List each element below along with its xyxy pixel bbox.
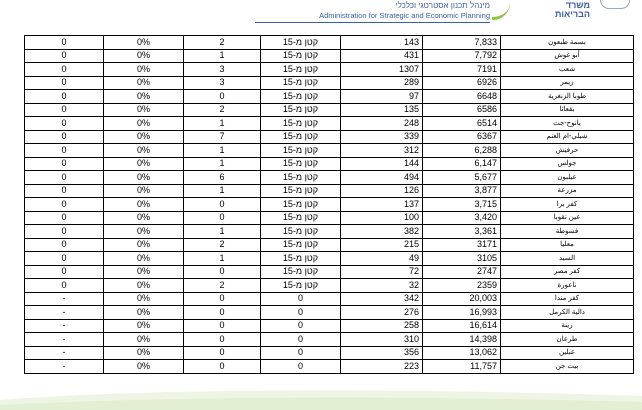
table-cell: 0% xyxy=(104,333,184,347)
table-cell: 0 xyxy=(25,103,104,117)
table-cell: 13,062 xyxy=(423,346,501,360)
table-cell: 7,833 xyxy=(423,36,501,50)
table-row xyxy=(25,306,634,320)
table-cell: 0 xyxy=(25,265,104,279)
table-cell: 431 xyxy=(341,49,423,63)
table-cell: 339 xyxy=(341,130,423,144)
table-cell: 0% xyxy=(104,130,184,144)
table-cell: 20,003 xyxy=(423,292,501,306)
table-cell: 0% xyxy=(104,198,184,212)
table-cell: 494 xyxy=(341,171,423,185)
table-cell: 1 xyxy=(184,157,261,171)
localities-table xyxy=(24,35,634,374)
table-cell: كفر مصر xyxy=(501,265,634,279)
table-cell: 1 xyxy=(184,117,261,131)
table-cell: 3105 xyxy=(423,252,501,266)
table-cell: 0% xyxy=(104,252,184,266)
table-cell: קטן מ-15 xyxy=(261,63,341,77)
table-cell: 0 xyxy=(25,211,104,225)
table-cell: 6514 xyxy=(423,117,501,131)
table-row xyxy=(25,36,634,50)
table-cell: 312 xyxy=(341,144,423,158)
table-cell: 0% xyxy=(104,319,184,333)
table-cell: 0 xyxy=(184,306,261,320)
table-cell: 0 xyxy=(25,198,104,212)
table-cell: 0 xyxy=(25,171,104,185)
table-cell: 6926 xyxy=(423,76,501,90)
table-row xyxy=(25,360,634,374)
table-cell: 2747 xyxy=(423,265,501,279)
table-cell: زيمر xyxy=(501,76,634,90)
table-cell: 0% xyxy=(104,211,184,225)
table-cell: عبلين xyxy=(501,346,634,360)
table-cell: קטן מ-15 xyxy=(261,211,341,225)
table-row xyxy=(25,117,634,131)
table-cell: 0 xyxy=(261,346,341,360)
table-cell: 3,877 xyxy=(423,184,501,198)
table-cell: קטן מ-15 xyxy=(261,90,341,104)
department-english: Administration for Strategic and Economic Planning xyxy=(319,11,490,20)
table-row xyxy=(25,252,634,266)
table-cell: 6586 xyxy=(423,103,501,117)
ministry-logo xyxy=(490,1,590,23)
table-cell: بيت جن xyxy=(501,360,634,374)
table-cell: קטן מ-15 xyxy=(261,144,341,158)
table-cell: معليا xyxy=(501,238,634,252)
table-cell: קטן מ-15 xyxy=(261,225,341,239)
table-cell: 7,792 xyxy=(423,49,501,63)
table-cell: 0 xyxy=(184,360,261,374)
table-cell: 3,420 xyxy=(423,211,501,225)
table-cell: 0 xyxy=(184,90,261,104)
table-cell: 3,715 xyxy=(423,198,501,212)
table-cell: - xyxy=(25,292,104,306)
table-cell: 0 xyxy=(25,238,104,252)
department-hebrew: מינהל תכנון אסטרטגי וכלכלי xyxy=(395,1,490,10)
table-cell: 1 xyxy=(184,49,261,63)
table-cell: 0 xyxy=(25,63,104,77)
table-row xyxy=(25,49,634,63)
table-cell: קטן מ-15 xyxy=(261,171,341,185)
table-cell: عين نقوبا xyxy=(501,211,634,225)
table-row xyxy=(25,90,634,104)
table-cell: 382 xyxy=(341,225,423,239)
table-cell: 3 xyxy=(184,76,261,90)
table-cell: 0 xyxy=(25,279,104,293)
table-cell: 0% xyxy=(104,36,184,50)
table-cell: عيلبون xyxy=(501,171,634,185)
table-cell: קטן מ-15 xyxy=(261,36,341,50)
table-cell: קטן מ-15 xyxy=(261,76,341,90)
table-cell: 0 xyxy=(25,157,104,171)
table-cell: 0% xyxy=(104,171,184,185)
table-cell: 215 xyxy=(341,238,423,252)
table-cell: 2 xyxy=(184,103,261,117)
table-cell: 342 xyxy=(341,292,423,306)
table-cell: طرعان xyxy=(501,333,634,347)
logo-swoosh-icon xyxy=(492,3,510,20)
table-cell: 6648 xyxy=(423,90,501,104)
table-cell: 0 xyxy=(25,130,104,144)
header-divider xyxy=(255,22,490,23)
table-cell: 3 xyxy=(184,63,261,77)
table-cell: 0 xyxy=(184,319,261,333)
ministry-name-line1: משרד xyxy=(565,0,590,10)
table-cell: קטן מ-15 xyxy=(261,238,341,252)
table-row xyxy=(25,319,634,333)
table-cell: 0 xyxy=(25,225,104,239)
table-cell: 0 xyxy=(184,265,261,279)
table-cell: كفر برا xyxy=(501,198,634,212)
table-cell: 2 xyxy=(184,279,261,293)
table-cell: 0% xyxy=(104,238,184,252)
table-cell: 0% xyxy=(104,90,184,104)
table-row xyxy=(25,184,634,198)
table-cell: 0% xyxy=(104,184,184,198)
table-row xyxy=(25,171,634,185)
table-cell: - xyxy=(25,319,104,333)
table-cell: 258 xyxy=(341,319,423,333)
table-row xyxy=(25,292,634,306)
table-cell: 0 xyxy=(25,117,104,131)
table-cell: السيد xyxy=(501,252,634,266)
table-cell: 289 xyxy=(341,76,423,90)
table-cell: 144 xyxy=(341,157,423,171)
table-cell: 0% xyxy=(104,103,184,117)
table-cell: 0% xyxy=(104,63,184,77)
table-cell: קטן מ-15 xyxy=(261,157,341,171)
table-cell: 0% xyxy=(104,279,184,293)
table-cell: קטן מ-15 xyxy=(261,117,341,131)
table-row xyxy=(25,279,634,293)
table-cell: 135 xyxy=(341,103,423,117)
table-cell: 356 xyxy=(341,346,423,360)
table-cell: 0 xyxy=(184,292,261,306)
table-cell: شبلي-ام الغنم xyxy=(501,130,634,144)
table-cell: 0 xyxy=(184,333,261,347)
table-cell: دالية الكرمل xyxy=(501,306,634,320)
table-cell: جولس xyxy=(501,157,634,171)
table-row xyxy=(25,265,634,279)
table-cell: شعب xyxy=(501,63,634,77)
table-cell: קטן מ-15 xyxy=(261,198,341,212)
table-cell: 137 xyxy=(341,198,423,212)
table-row xyxy=(25,157,634,171)
table-cell: 3171 xyxy=(423,238,501,252)
table-cell: 0% xyxy=(104,157,184,171)
table-cell: 3,361 xyxy=(423,225,501,239)
table-cell: 0 xyxy=(184,211,261,225)
table-row xyxy=(25,225,634,239)
table-cell: 6,147 xyxy=(423,157,501,171)
table-cell: 16,614 xyxy=(423,319,501,333)
table-cell: 97 xyxy=(341,90,423,104)
table-cell: קטן מ-15 xyxy=(261,49,341,63)
table-cell: 1307 xyxy=(341,63,423,77)
table-cell: رينة xyxy=(501,319,634,333)
table-cell: 0% xyxy=(104,265,184,279)
table-row xyxy=(25,130,634,144)
table-cell: 143 xyxy=(341,36,423,50)
table-cell: 7191 xyxy=(423,63,501,77)
table-cell: 0% xyxy=(104,292,184,306)
table-cell: 0 xyxy=(25,49,104,63)
table-cell: קטן מ-15 xyxy=(261,184,341,198)
table-cell: 72 xyxy=(341,265,423,279)
table-row xyxy=(25,346,634,360)
table-cell: 14,398 xyxy=(423,333,501,347)
table-row xyxy=(25,238,634,252)
table-cell: أبو غوش xyxy=(501,49,634,63)
table-cell: קטן מ-15 xyxy=(261,103,341,117)
table-cell: 0% xyxy=(104,360,184,374)
table-cell: 0 xyxy=(25,36,104,50)
table-cell: 310 xyxy=(341,333,423,347)
table-cell: 0% xyxy=(104,49,184,63)
table-cell: 0 xyxy=(25,90,104,104)
table-cell: 0% xyxy=(104,144,184,158)
emblem-icon xyxy=(600,0,630,9)
table-cell: 0 xyxy=(25,76,104,90)
table-cell: 0% xyxy=(104,76,184,90)
ministry-name-line2: הבריאות xyxy=(554,9,590,19)
table-cell: 16,993 xyxy=(423,306,501,320)
table-row xyxy=(25,103,634,117)
table-cell: 0 xyxy=(184,198,261,212)
table-row xyxy=(25,333,634,347)
footer-swoosh xyxy=(0,386,642,410)
table-cell: 6 xyxy=(184,171,261,185)
table-cell: 0 xyxy=(25,184,104,198)
table-cell: קטן מ-15 xyxy=(261,130,341,144)
page-header xyxy=(0,0,642,26)
table-cell: 276 xyxy=(341,306,423,320)
table-row xyxy=(25,63,634,77)
table-cell: 0 xyxy=(261,333,341,347)
table-cell: بسمة طبعون xyxy=(501,36,634,50)
table-cell: - xyxy=(25,346,104,360)
table-cell: - xyxy=(25,360,104,374)
table-cell: - xyxy=(25,306,104,320)
table-row xyxy=(25,144,634,158)
table-cell: 0% xyxy=(104,306,184,320)
table-row xyxy=(25,76,634,90)
table-cell: 11,757 xyxy=(423,360,501,374)
table-cell: 1 xyxy=(184,184,261,198)
table-cell: 5,677 xyxy=(423,171,501,185)
table-cell: 0 xyxy=(261,292,341,306)
table-cell: 6367 xyxy=(423,130,501,144)
table-row xyxy=(25,211,634,225)
table-cell: مزرعة xyxy=(501,184,634,198)
table-cell: طوبا الزنغرية xyxy=(501,90,634,104)
table-cell: 126 xyxy=(341,184,423,198)
table-cell: 0% xyxy=(104,225,184,239)
table-cell: קטן מ-15 xyxy=(261,279,341,293)
table-cell: 0 xyxy=(261,319,341,333)
table-cell: بقعاثا xyxy=(501,103,634,117)
table-cell: 248 xyxy=(341,117,423,131)
table-cell: 32 xyxy=(341,279,423,293)
table-cell: 2 xyxy=(184,238,261,252)
table-cell: 0 xyxy=(25,144,104,158)
table-cell: 0% xyxy=(104,346,184,360)
table-cell: 1 xyxy=(184,225,261,239)
table-cell: 6,288 xyxy=(423,144,501,158)
table-cell: 1 xyxy=(184,144,261,158)
table-cell: 2359 xyxy=(423,279,501,293)
table-cell: 49 xyxy=(341,252,423,266)
table-cell: حرفيش xyxy=(501,144,634,158)
table-cell: 0 xyxy=(261,360,341,374)
table-cell: 100 xyxy=(341,211,423,225)
table-cell: 1 xyxy=(184,252,261,266)
table-cell: 2 xyxy=(184,36,261,50)
table-cell: קטן מ-15 xyxy=(261,265,341,279)
table-cell: يانوح-جث xyxy=(501,117,634,131)
table-cell: 0 xyxy=(25,252,104,266)
table-cell: 223 xyxy=(341,360,423,374)
table-cell: קטן מ-15 xyxy=(261,252,341,266)
table-cell: 7 xyxy=(184,130,261,144)
table-cell: 0 xyxy=(184,346,261,360)
table-cell: 0 xyxy=(261,306,341,320)
table-cell: كفر مندا xyxy=(501,292,634,306)
department-title xyxy=(255,1,490,23)
table-cell: فسوطة xyxy=(501,225,634,239)
table-cell: 0% xyxy=(104,117,184,131)
table-cell: - xyxy=(25,333,104,347)
table-row xyxy=(25,198,634,212)
table-cell: ناعورة xyxy=(501,279,634,293)
